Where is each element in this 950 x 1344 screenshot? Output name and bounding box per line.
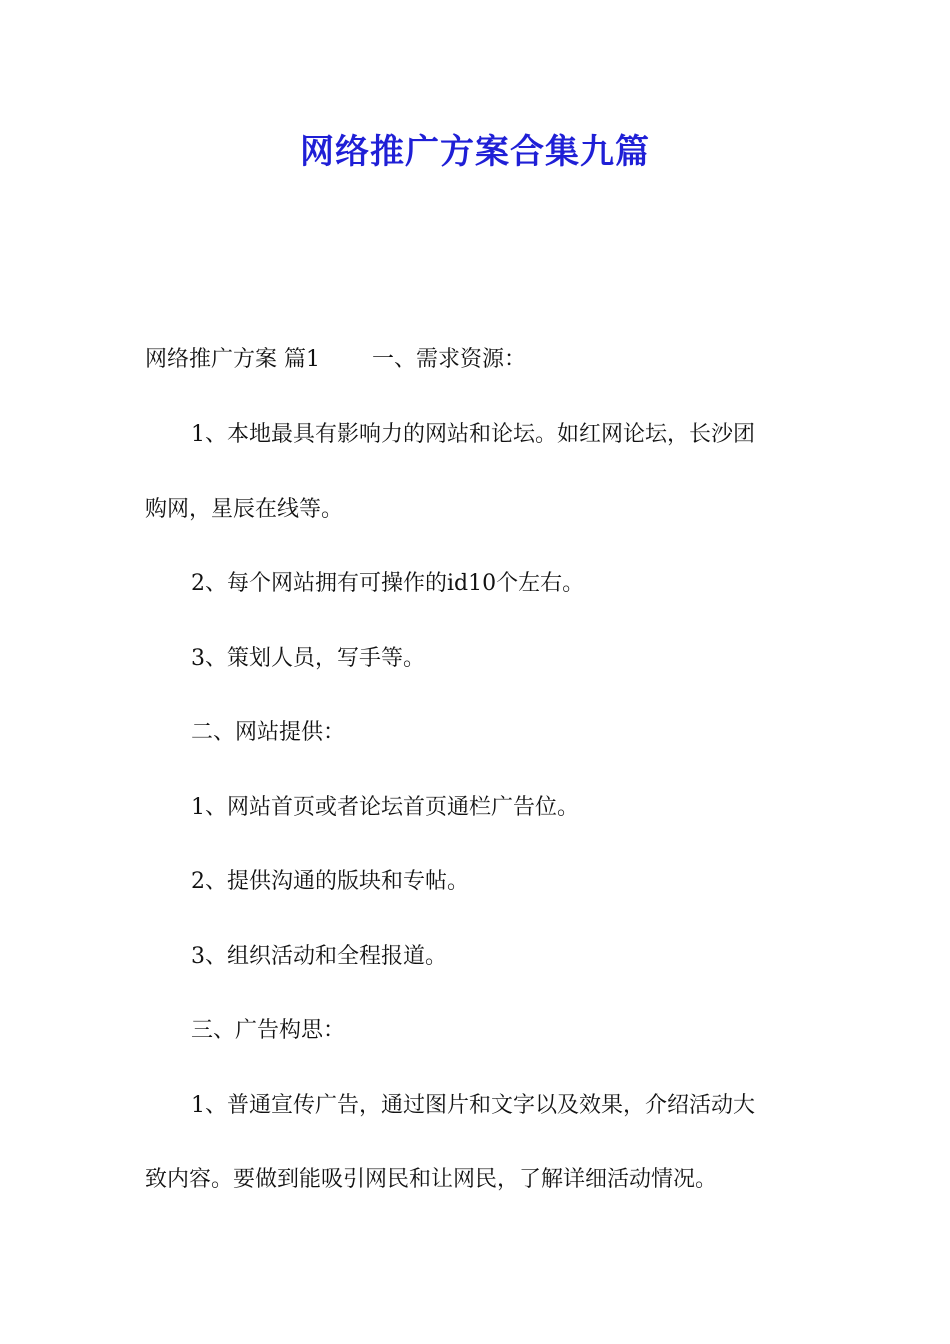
paragraph-line: 一、需求资源： xyxy=(372,347,527,372)
paragraph-line: 1、网站首页或者论坛首页通栏广告位。 xyxy=(191,795,579,820)
section-heading: 网络推广方案 篇1 xyxy=(145,347,320,372)
paragraph-line: 3、策划人员，写手等。 xyxy=(191,646,425,671)
paragraph-line: 致内容。要做到能吸引网民和让网民，了解详细活动情况。 xyxy=(145,1167,718,1192)
paragraph-line: 2、提供沟通的版块和专帖。 xyxy=(191,869,469,894)
paragraph-line: 购网，星辰在线等。 xyxy=(145,497,344,522)
paragraph-line: 1、本地最具有影响力的网站和论坛。如红网论坛，长沙团 xyxy=(191,422,755,447)
paragraph-line: 2、每个网站拥有可操作的id10个左右。 xyxy=(191,571,585,596)
paragraph-line: 二、网站提供： xyxy=(191,720,346,745)
document-title: 网络推广方案合集九篇 xyxy=(300,132,650,172)
paragraph-line: 3、组织活动和全程报道。 xyxy=(191,944,447,969)
section-heading-line xyxy=(145,344,810,376)
paragraph-line: 三、广告构思： xyxy=(191,1018,346,1043)
paragraph-line: 1、普通宣传广告，通过图片和文字以及效果，介绍活动大 xyxy=(191,1093,755,1118)
